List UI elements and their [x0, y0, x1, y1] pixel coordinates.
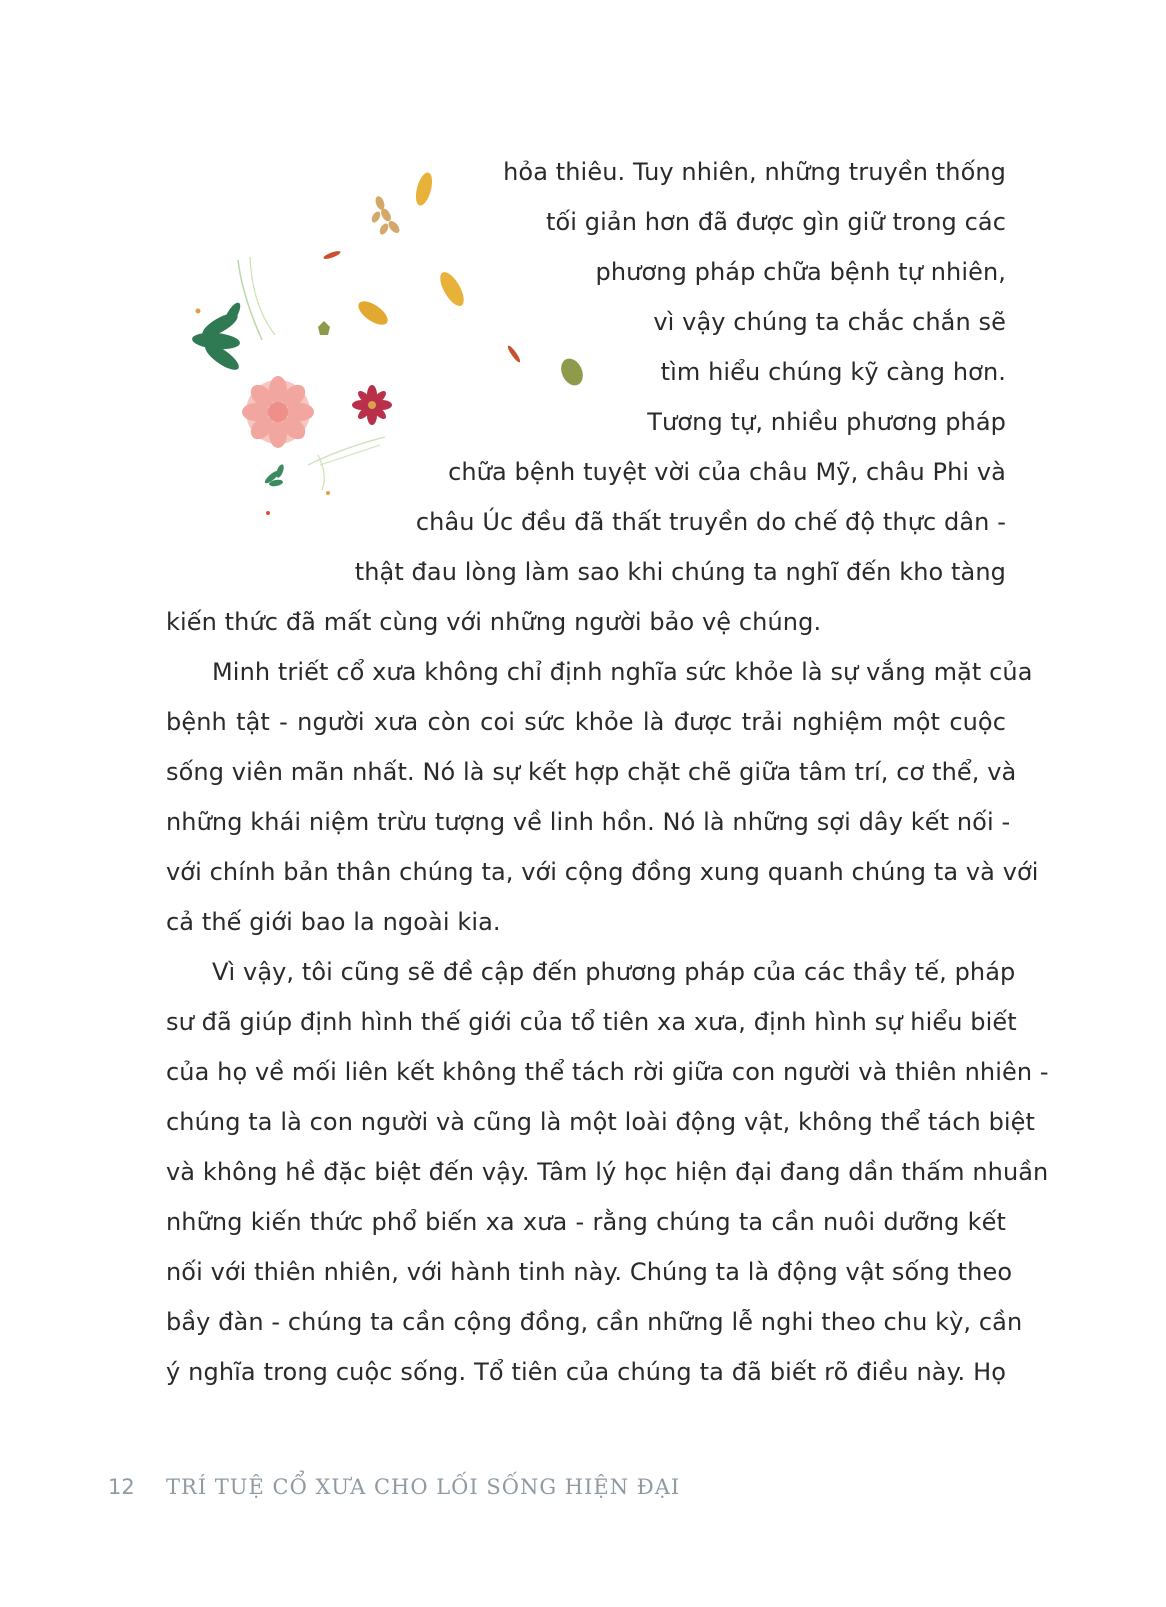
- text-line: ý nghĩa trong cuộc sống. Tổ tiên của chúng ta đã biết rõ điều này. Họ: [166, 1358, 1006, 1386]
- text-line: bầy đàn - chúng ta cần cộng đồng, cần những lễ nghi theo chu kỳ, cần: [166, 1308, 1023, 1336]
- page-footer: [108, 1475, 680, 1499]
- text-line: nối với thiên nhiên, với hành tinh này. Chúng ta là động vật sống theo: [166, 1258, 1013, 1286]
- paragraph-first-line: Vì vậy, tôi cũng sẽ đề cập đến phương pháp của các thầy tế, pháp: [212, 958, 1016, 986]
- text-line: của họ về mối liên kết không thể tách rời giữa con người và thiên nhiên -: [166, 1058, 1049, 1086]
- text-line: với chính bản thân chúng ta, với cộng đồng xung quanh chúng ta và với: [166, 858, 1039, 886]
- text-line: thật đau lòng làm sao khi chúng ta nghĩ đến kho tàng: [354, 558, 1006, 586]
- text-line: chữa bệnh tuyệt vời của châu Mỹ, châu Phi và: [448, 458, 1006, 486]
- text-line: bệnh tật - người xưa còn coi sức khỏe là được trải nghiệm một cuộc: [166, 708, 1006, 736]
- text-line: sư đã giúp định hình thế giới của tổ tiên xa xưa, định hình sự hiểu biết: [166, 1008, 1017, 1036]
- paragraph-first-line: Minh triết cổ xưa không chỉ định nghĩa sức khỏe là sự vắng mặt của: [212, 658, 1033, 686]
- text-line: sống viên mãn nhất. Nó là sự kết hợp chặt chẽ giữa tâm trí, cơ thể, và: [166, 758, 1017, 786]
- text-line: tối giản hơn đã được gìn giữ trong các: [546, 208, 1006, 236]
- text-line: hỏa thiêu. Tuy nhiên, những truyền thống: [503, 158, 1006, 186]
- page-number: 12: [108, 1475, 135, 1499]
- text-line: phương pháp chữa bệnh tự nhiên,: [595, 258, 1006, 286]
- text-line: châu Úc đều đã thất truyền do chế độ thực dân -: [415, 508, 1006, 536]
- text-line: kiến thức đã mất cùng với những người bảo vệ chúng.: [166, 608, 822, 636]
- running-title: TRÍ TUỆ CỔ XƯA CHO LỐI SỐNG HIỆN ĐẠI: [166, 1475, 681, 1499]
- text-line: cả thế giới bao la ngoài kia.: [166, 908, 501, 936]
- text-line: những khái niệm trừu tượng về linh hồn. Nó là những sợi dây kết nối -: [166, 808, 1011, 836]
- text-line: chúng ta là con người và cũng là một loài động vật, không thể tách biệt: [166, 1108, 1036, 1136]
- text-line: những kiến thức phổ biến xa xưa - rằng chúng ta cần nuôi dưỡng kết: [166, 1208, 1006, 1236]
- text-line: tìm hiểu chúng kỹ càng hơn.: [660, 358, 1006, 386]
- text-line: Tương tự, nhiều phương pháp: [647, 408, 1006, 436]
- text-line: vì vậy chúng ta chắc chắn sẽ: [653, 308, 1006, 336]
- text-line: và không hề đặc biệt đến vậy. Tâm lý học hiện đại đang dần thấm nhuần: [166, 1158, 1049, 1186]
